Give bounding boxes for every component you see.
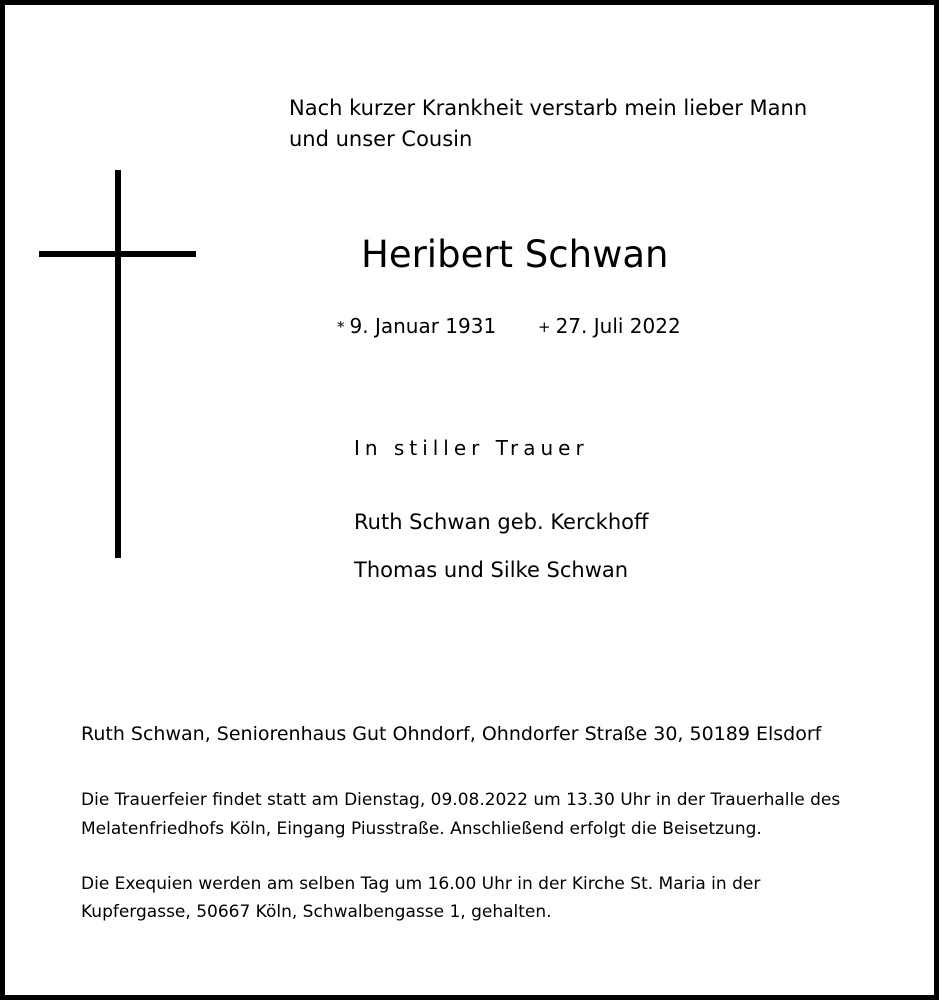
mourning-phrase: In stiller Trauer (354, 436, 589, 460)
mourner-name: Ruth Schwan geb. Kerckhoff (354, 510, 649, 534)
birth-date (337, 316, 496, 336)
mourner-name: Thomas und Silke Schwan (354, 558, 629, 582)
intro-line-1: Nach kurzer Krankheit verstarb mein lieber Mann (289, 96, 808, 120)
funeral-notice-line: Melatenfriedhofs Köln, Eingang Piusstraße. Anschließend erfolgt die Beisetzung. (81, 819, 762, 839)
death-date-text: 27. Juli 2022 (555, 314, 681, 338)
intro-line-2: und unser Cousin (289, 127, 473, 151)
contact-address: Ruth Schwan, Seniorenhaus Gut Ohndorf, Ohndorfer Straße 30, 50189 Elsdorf (81, 723, 822, 745)
exequies-notice-line: Kupfergasse, 50667 Köln, Schwalbengasse 1, gehalten. (81, 902, 552, 922)
exequies-notice-line: Die Exequien werden am selben Tag um 16.00 Uhr in der Kirche St. Maria in der (81, 874, 761, 894)
cross-vertical-bar (115, 170, 121, 558)
birth-symbol: * (337, 318, 345, 336)
birth-date-text: 9. Januar 1931 (349, 314, 497, 338)
deceased-name: Heribert Schwan (361, 233, 669, 276)
death-date (538, 316, 681, 336)
funeral-notice-line: Die Trauerfeier findet statt am Dienstag, 09.08.2022 um 13.30 Uhr in der Trauerhalle des (81, 790, 841, 810)
death-symbol: + (538, 318, 551, 336)
cross-horizontal-bar (39, 251, 196, 257)
